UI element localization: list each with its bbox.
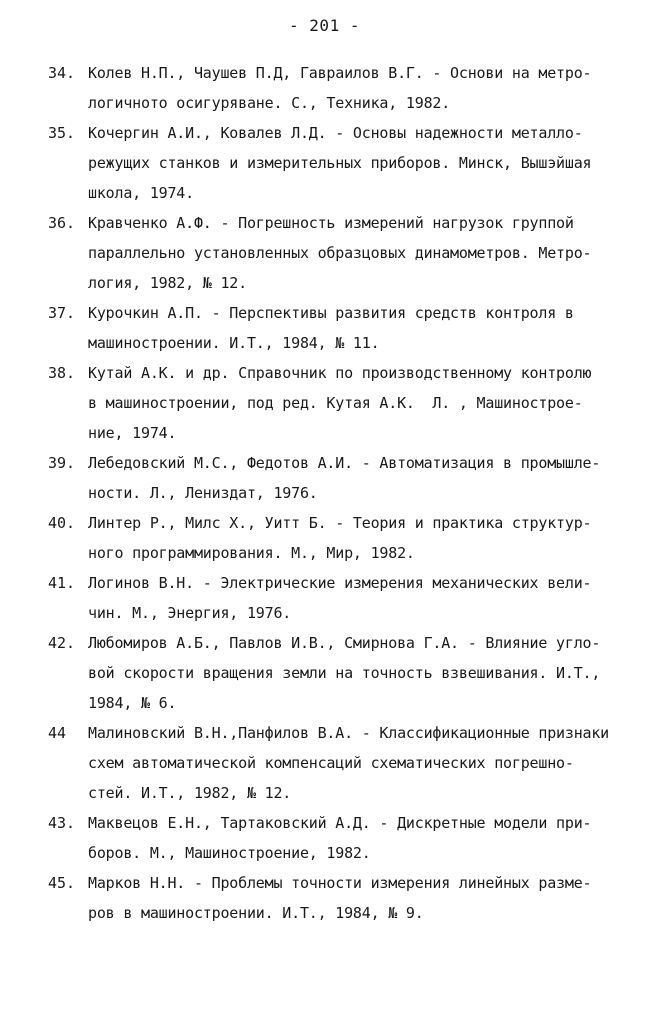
reference-text: [88, 58, 623, 118]
reference-text-line: стей. И.Т., 1982, № 12.: [88, 784, 292, 802]
reference-text-line: чин. М., Энергия, 1976.: [88, 604, 292, 622]
reference-number: 44: [48, 724, 67, 742]
reference-text-line: боров. М., Машиностроение, 1982.: [88, 844, 371, 862]
reference-text-line: Малиновский В.Н.,Панфилов В.А. - Классификационные признаки: [88, 724, 610, 742]
reference-text-line: машиностроении. И.Т., 1984, № 11.: [88, 334, 380, 352]
reference-text-line: ности. Л., Лениздат, 1976.: [88, 484, 318, 502]
reference-entry: [48, 118, 623, 208]
page-number: - 201 -: [289, 16, 360, 35]
reference-text-line: Логинов В.Н. - Электрические измерения механических вели-: [88, 574, 592, 592]
reference-entry: [48, 448, 623, 508]
reference-entry: [48, 298, 623, 358]
reference-text-line: схем автоматической компенсаций схематических погрешно-: [88, 754, 574, 772]
reference-text: [88, 808, 623, 868]
reference-text: [88, 448, 623, 508]
reference-number: 43.: [48, 814, 76, 832]
reference-entry: [48, 508, 623, 568]
reference-entry: [48, 808, 623, 868]
reference-text-line: Маквецов Е.Н., Тартаковский А.Д. - Дискретные модели при-: [88, 814, 592, 832]
reference-text-line: параллельно установленных образцовых динамометров. Метро-: [88, 244, 592, 262]
reference-number: 42.: [48, 634, 76, 652]
reference-number: 45.: [48, 874, 76, 892]
reference-text-line: Кравченко А.Ф. - Погрешность измерений нагрузок группой: [88, 214, 574, 232]
reference-text: [88, 118, 623, 208]
reference-text-line: ние, 1974.: [88, 424, 177, 442]
reference-number: 35.: [48, 124, 76, 142]
reference-text: [88, 868, 623, 928]
reference-entry: [48, 58, 623, 118]
reference-text-line: 1984, № 6.: [88, 694, 177, 712]
reference-list: [48, 58, 623, 928]
reference-text-line: Марков Н.Н. - Проблемы точности измерения линейных разме-: [88, 874, 592, 892]
reference-text-line: в машиностроении, под ред. Кутая А.К. Л. , Машинострое-: [88, 394, 583, 412]
reference-number: 41.: [48, 574, 76, 592]
reference-entry: [48, 628, 623, 718]
reference-number: 37.: [48, 304, 76, 322]
reference-text-line: Кутай А.К. и др. Справочник по производственному контролю: [88, 364, 592, 382]
reference-text-line: Лебедовский М.С., Федотов А.И. - Автоматизация в промышле-: [88, 454, 601, 472]
reference-text: [88, 208, 623, 298]
reference-text-line: Линтер Р., Милс Х., Уитт Б. - Теория и практика структур-: [88, 514, 592, 532]
reference-text-line: школа, 1974.: [88, 184, 194, 202]
reference-text: [88, 568, 623, 628]
reference-text: [88, 508, 623, 568]
reference-number: 40.: [48, 514, 76, 532]
reference-text-line: логичното осигуряване. С., Техника, 1982.: [88, 94, 451, 112]
reference-entry: [48, 358, 623, 448]
reference-text-line: вой скорости вращения земли на точность взвешивания. И.Т.,: [88, 664, 601, 682]
reference-text-line: режущих станков и измерительных приборов. Минск, Вышэйшая: [88, 154, 592, 172]
reference-text-line: Курочкин А.П. - Перспективы развития средств контроля в: [88, 304, 574, 322]
reference-text-line: ров в машиностроении. И.Т., 1984, № 9.: [88, 904, 424, 922]
reference-entry: [48, 718, 623, 808]
reference-number: 38.: [48, 364, 76, 382]
reference-number: 36.: [48, 214, 76, 232]
reference-entry: [48, 868, 623, 928]
reference-entry: [48, 208, 623, 298]
reference-text-line: Кочергин А.И., Ковалев Л.Д. - Основы надежности металло-: [88, 124, 583, 142]
reference-text: [88, 358, 623, 448]
reference-text-line: логия, 1982, № 12.: [88, 274, 247, 292]
reference-entry: [48, 568, 623, 628]
reference-text: [88, 628, 623, 718]
reference-text-line: Колев Н.П., Чаушев П.Д, Гавраилов В.Г. - Основи на метро-: [88, 64, 592, 82]
reference-text: [88, 298, 623, 358]
reference-text-line: Любомиров А.Б., Павлов И.В., Смирнова Г.А. - Влияние угло-: [88, 634, 601, 652]
reference-number: 39.: [48, 454, 76, 472]
reference-text: [88, 718, 623, 808]
reference-number: 34.: [48, 64, 76, 82]
reference-text-line: ного программирования. М., Мир, 1982.: [88, 544, 415, 562]
